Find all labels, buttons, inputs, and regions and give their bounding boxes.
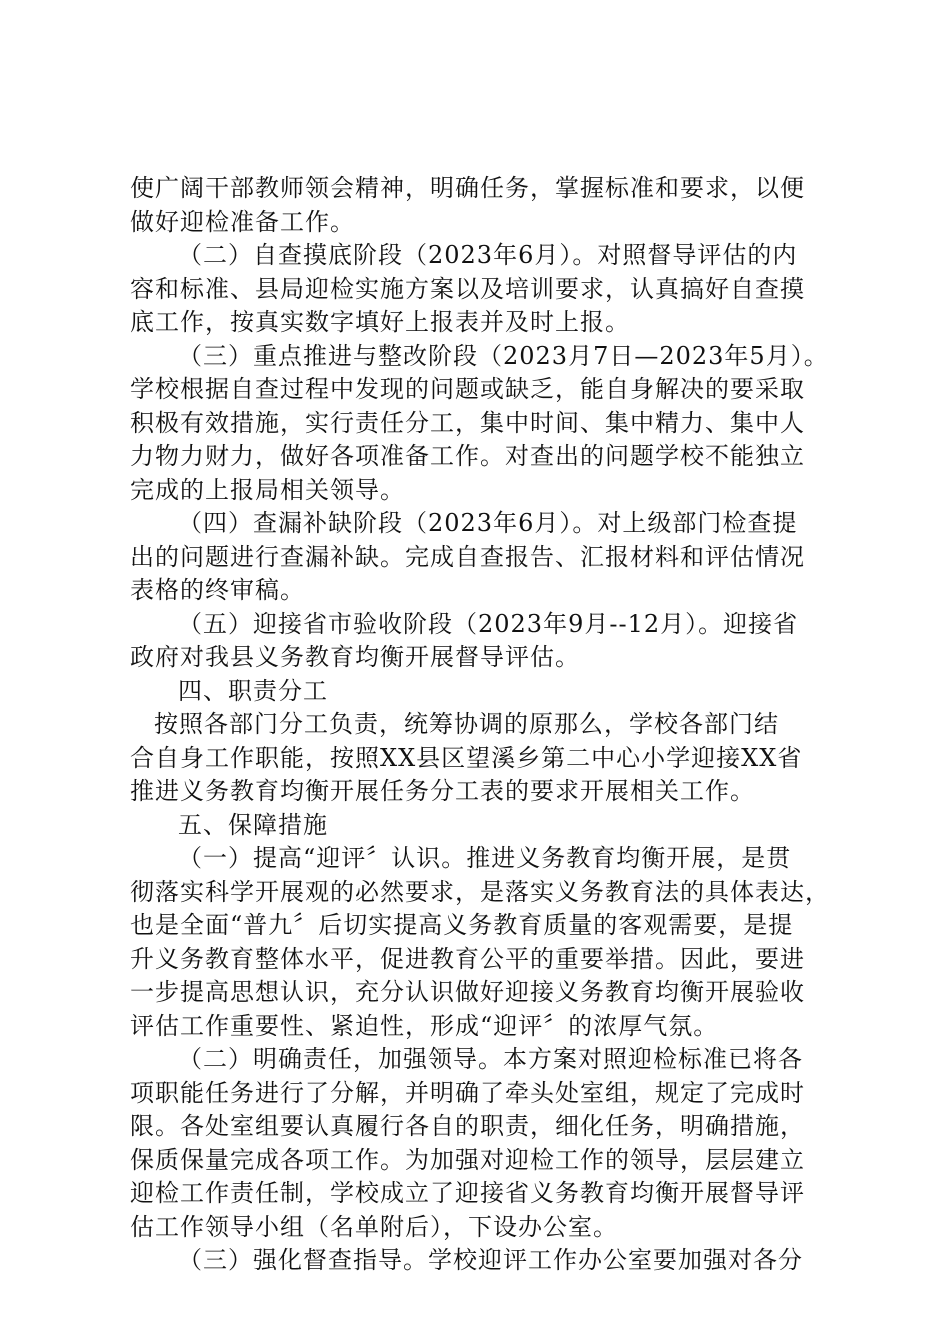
- text-line: （三）重点推进与整改阶段（2023月7日—2023年5月）。: [178, 341, 829, 370]
- document-body: [130, 172, 830, 1278]
- text-line: 限。各处室组要认真履行各自的职责，细化任务，明确措施，: [130, 1112, 805, 1140]
- text-line: 迎检工作责任制，学校成立了迎接省义务教育均衡开展督导评: [130, 1179, 805, 1207]
- text-line: 积极有效措施，实行责任分工，集中时间、集中精力、集中人: [130, 408, 805, 437]
- text-line: （三）强化督查指导。学校迎评工作办公室要加强对各分: [178, 1246, 803, 1274]
- text-line: （四）查漏补缺阶段（2023年6月）。对上级部门检查提: [178, 509, 798, 537]
- text-line: 表格的终审稿。: [130, 576, 305, 604]
- text-line: 完成的上报局相关领导。: [130, 475, 405, 504]
- text-line: （二）自查摸底阶段（2023年6月）。对照督导评估的内: [178, 241, 798, 269]
- text-line: 容和标准、县局迎检实施方案以及培训要求，认真搞好自查摸: [130, 274, 805, 303]
- text-line: 推进义务教育均衡开展任务分工表的要求开展相关工作。: [130, 777, 755, 805]
- text-line: 使广阔干部教师领会精神，明确任务，掌握标准和要求，以便: [130, 174, 805, 202]
- text-line: 五、保障措施: [178, 810, 328, 839]
- text-line: 升义务教育整体水平，促进教育公平的重要举措。因此，要进: [130, 944, 805, 973]
- text-line: 按照各部门分工负责，统筹协调的原那么，学校各部门结: [154, 710, 779, 738]
- text-line: （一）提高“迎评〞认识。推进义务教育均衡开展，是贯: [178, 844, 792, 872]
- text-line: 评估工作重要性、紧迫性，形成“迎评〞的浓厚气氛。: [130, 1011, 719, 1040]
- text-line: （五）迎接省市验收阶段（2023年9月--12月）。迎接省: [178, 609, 799, 638]
- text-line: 一步提高思想认识，充分认识做好迎接义务教育均衡开展验收: [130, 978, 805, 1006]
- text-line: 底工作，按真实数字填好上报表并及时上报。: [130, 308, 630, 336]
- text-line: 项职能任务进行了分解，并明确了牵头处室组，规定了完成时: [130, 1078, 805, 1107]
- text-line: 估工作领导小组（名单附后），下设办公室。: [130, 1212, 618, 1241]
- text-line: 四、职责分工: [178, 676, 328, 705]
- text-line: 合自身工作职能，按照XX县区望溪乡第二中心小学迎接XX省: [130, 743, 803, 772]
- text-line: 保质保量完成各项工作。为加强对迎检工作的领导，层层建立: [130, 1145, 805, 1174]
- text-line: （二）明确责任，加强领导。本方案对照迎检标准已将各: [178, 1045, 803, 1073]
- text-line: 彻落实科学开展观的必然要求，是落实义务教育法的具体表达，: [130, 877, 830, 906]
- text-line: 出的问题进行查漏补缺。完成自查报告、汇报材料和评估情况: [130, 542, 805, 571]
- text-line: 学校根据自查过程中发现的问题或缺乏，能自身解决的要采取: [130, 375, 805, 403]
- text-line: 也是全面“普九〞后切实提高义务教育质量的客观需要，是提: [130, 911, 794, 939]
- text-line: 力物力财力，做好各项准备工作。对查出的问题学校不能独立: [130, 442, 805, 470]
- text-line: 政府对我县义务教育均衡开展督导评估。: [130, 643, 580, 671]
- text-line: 做好迎检准备工作。: [130, 207, 355, 236]
